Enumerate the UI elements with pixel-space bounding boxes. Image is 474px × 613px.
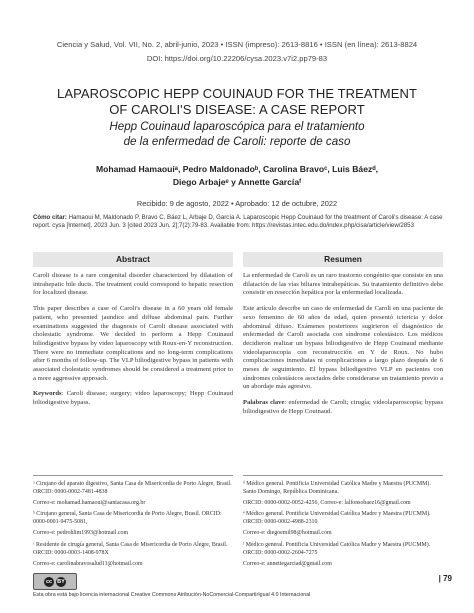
footnote-e: ᵉ Médico general. Pontificia Universidad Católica Madre y Maestra (PUCMM). ORCID: 0000-0002-4988-2310 — [243, 511, 431, 526]
footnote-f: ᶠ Médico general. Pontificia Universidad Católica Madre y Maestra (PUCMM). ORCID: 0000-0002-2604-7275 — [243, 541, 431, 556]
abstract-heading: Abstract — [116, 254, 150, 264]
footnote-divider-left — [33, 475, 233, 476]
by-icon: BY — [57, 578, 65, 585]
footnotes-right — [243, 480, 443, 571]
journal-info: Ciencia y Salud, Vol. VII, No. 2, abril-junio, 2023 • ISSN (impreso): 2613-8816 • ISSN (en línea): 2613-8824 — [56, 40, 418, 49]
keywords-label: Keywords — [33, 390, 62, 398]
received-approved-dates: Recibido: 9 de agosto, 2022 • Aprobado: 12 de octubre, 2022 — [136, 199, 338, 208]
how-to-cite — [33, 214, 443, 231]
footnote-a: ᵃ Cirujano del aparato digestivo, Santa Casa de Misericordia de Porto Alegre, Brasil. ORCID: 0000-0002-7481-4838 — [33, 481, 232, 496]
resumen-keywords — [243, 399, 443, 416]
footnote-e-email[interactable]: Correo-e: diegoemil98@hotmail.com — [243, 530, 332, 537]
doi-line[interactable]: DOI: https://doi.org/10.22206/cysa.2023.v7i2.pp79-83 — [146, 54, 328, 63]
footnote-d: ᵈ Médico general. Pontificia Universidad Católica Madre y Maestra (PUCMM). Santo Domingo, República Dominicana. — [243, 481, 431, 496]
cc-icon: cc — [45, 578, 53, 585]
resumen-body — [243, 272, 443, 417]
resumen-header-bar — [243, 252, 443, 267]
resumen-paragraph-2: Este artículo describe un caso de enfermedad de Caroli en una paciente de sexo femenino de 60 años de edad, quien presentó ictericia y dolor abdominal difuso. Exámenes posteriores sugirieron el diagnóstico de enfermedad de Caroli asociada con síndrome colestásico. Los médicos decidieron realizar un bypass biliodigestivo de Hepp Couinaud mediante videolaparoscopia con reconstrucción en Y de Roux. No hubo complicaciones inmediatas ni complicaciones a largo plazo después de 6 meses de seguimiento. El bypass biliodigestivo VLP en pacientes con síndromes colestásicos asociados debe considerarse un tratamiento previo a un abordaje más agresivo. — [243, 305, 443, 391]
abstract-paragraph-1: Caroli disease is a rare congenital disorder characterized by dilatation of intrahepatic bile ducts. The treatment could correspond to hepatic resection for localized disease. — [33, 272, 233, 297]
footnote-f-email[interactable]: Correo-e: annettegarciad@gmail.com — [243, 560, 332, 567]
authors-line1: Mohamad Hamaouiᵃ, Pedro Maldonadoᵇ, Carolina Bravoᶜ, Luis Báezᵈ, — [95, 164, 379, 174]
resumen-heading: Resumen — [324, 254, 362, 264]
footnote-divider-right — [243, 475, 443, 476]
footnote-c: ᶜ Residente de cirugía general, Santa Casa de Misericordia de Porto Alegre, Brasil. ORCID: 0000-0003-1408-978X — [33, 541, 228, 556]
cite-text: Hamaoui M, Maldonado P, Bravo C, Báez L, Arbaje D, García A. Laparoscopic Hepp Couinaud for the treatment of Caroli's disease: A case report. cysa [Internet]. 2023 Jun. 3 [cited 2023 Jun. 2];7(2):79-83. Available from: https://revistas.intec.edu.do/index.php/cisa/article/view/2853 — [33, 214, 443, 230]
creative-commons-badge[interactable] — [33, 573, 77, 590]
abstract-body — [33, 272, 233, 408]
abstract-keywords — [33, 390, 233, 407]
cite-label: Cómo citar: — [33, 214, 67, 221]
footnote-c-email[interactable]: Correo-e: carolinabravosalud11@hotmail.com — [33, 560, 143, 567]
authors-line2: Diego Arbajeᵉ y Annette Garcíaᶠ — [172, 177, 302, 187]
footnotes-left — [33, 480, 233, 571]
keywords-text: : Caroli disease; surgery; video laparoscopy; Hepp Couinaud biliodigestive bypass. — [33, 390, 233, 407]
license-text: Esta obra está bajo licencia internacional Creative Commons Atribución-NoComercial-CompartirIgual 4.0 Internacional — [33, 592, 311, 598]
page-number: | 79 — [438, 574, 452, 583]
footnote-b-email[interactable]: Correo-e: pedrohlim1993@hotmail.com — [33, 530, 129, 537]
footnote-d-email[interactable]: ORCID: 0000-0002-0052-4256, Correo-e: lalfonsobaez16@gmail.com — [243, 500, 411, 507]
abstract-paragraph-2: This paper describes a case of Caroli's disease in a 60 years old female patient, who presented jaundice and diffuse abdominal pain. Further examinations suggested the diagnosis of Caroli disease associated with cholestatic syndrome. We decided to perform a Hepp Couinaud biliodigestive bypass by video laparoscopy with Roux-en-Y reconstruction. There were no immediate complications and no long-term complications after 6 months of follow-up. The VLP biliodigestive bypass in patients with associated cholestatic syndromes should be considered a treatment prior to a more aggressive approach. — [33, 305, 233, 382]
footnote-b: ᵇ Cirujano general, Santa Casa de Misericordia de Porto Alegre, Brasil. ORCID: 0000-0001-9475-5081, — [33, 511, 222, 526]
spanish-title-line2: de la enfermedad de Caroli: reporte de caso — [123, 135, 351, 148]
resumen-paragraph-1: La enfermedad de Caroli es un raro trastorno congénito que consiste en una dilatación de las vías biliares intrahepáticas. Su tratamiento definitivo debe consistir en resección hepática por la enfermedad localizada. — [243, 272, 443, 297]
footnote-a-email[interactable]: Correo-e: mohamad.hamaoui@santacasa.org.br — [33, 500, 146, 507]
abstract-header-bar — [33, 252, 233, 267]
spanish-title-line1: Hepp Couinaud laparoscópica para el tratamiento — [109, 120, 365, 133]
palabras-clave-text: : enfermedad de Caroli; cirugía; videolaparoscopia; bypass biliodigestivo de Hepp Couinaud. — [243, 399, 444, 415]
palabras-clave-label: Palabras clave — [243, 399, 285, 407]
article-title-line1: LAPAROSCOPIC HEPP COUINAUD FOR THE TREATMENT — [56, 86, 418, 101]
article-title-line2: OF CAROLI'S DISEASE: A CASE REPORT — [109, 102, 365, 117]
